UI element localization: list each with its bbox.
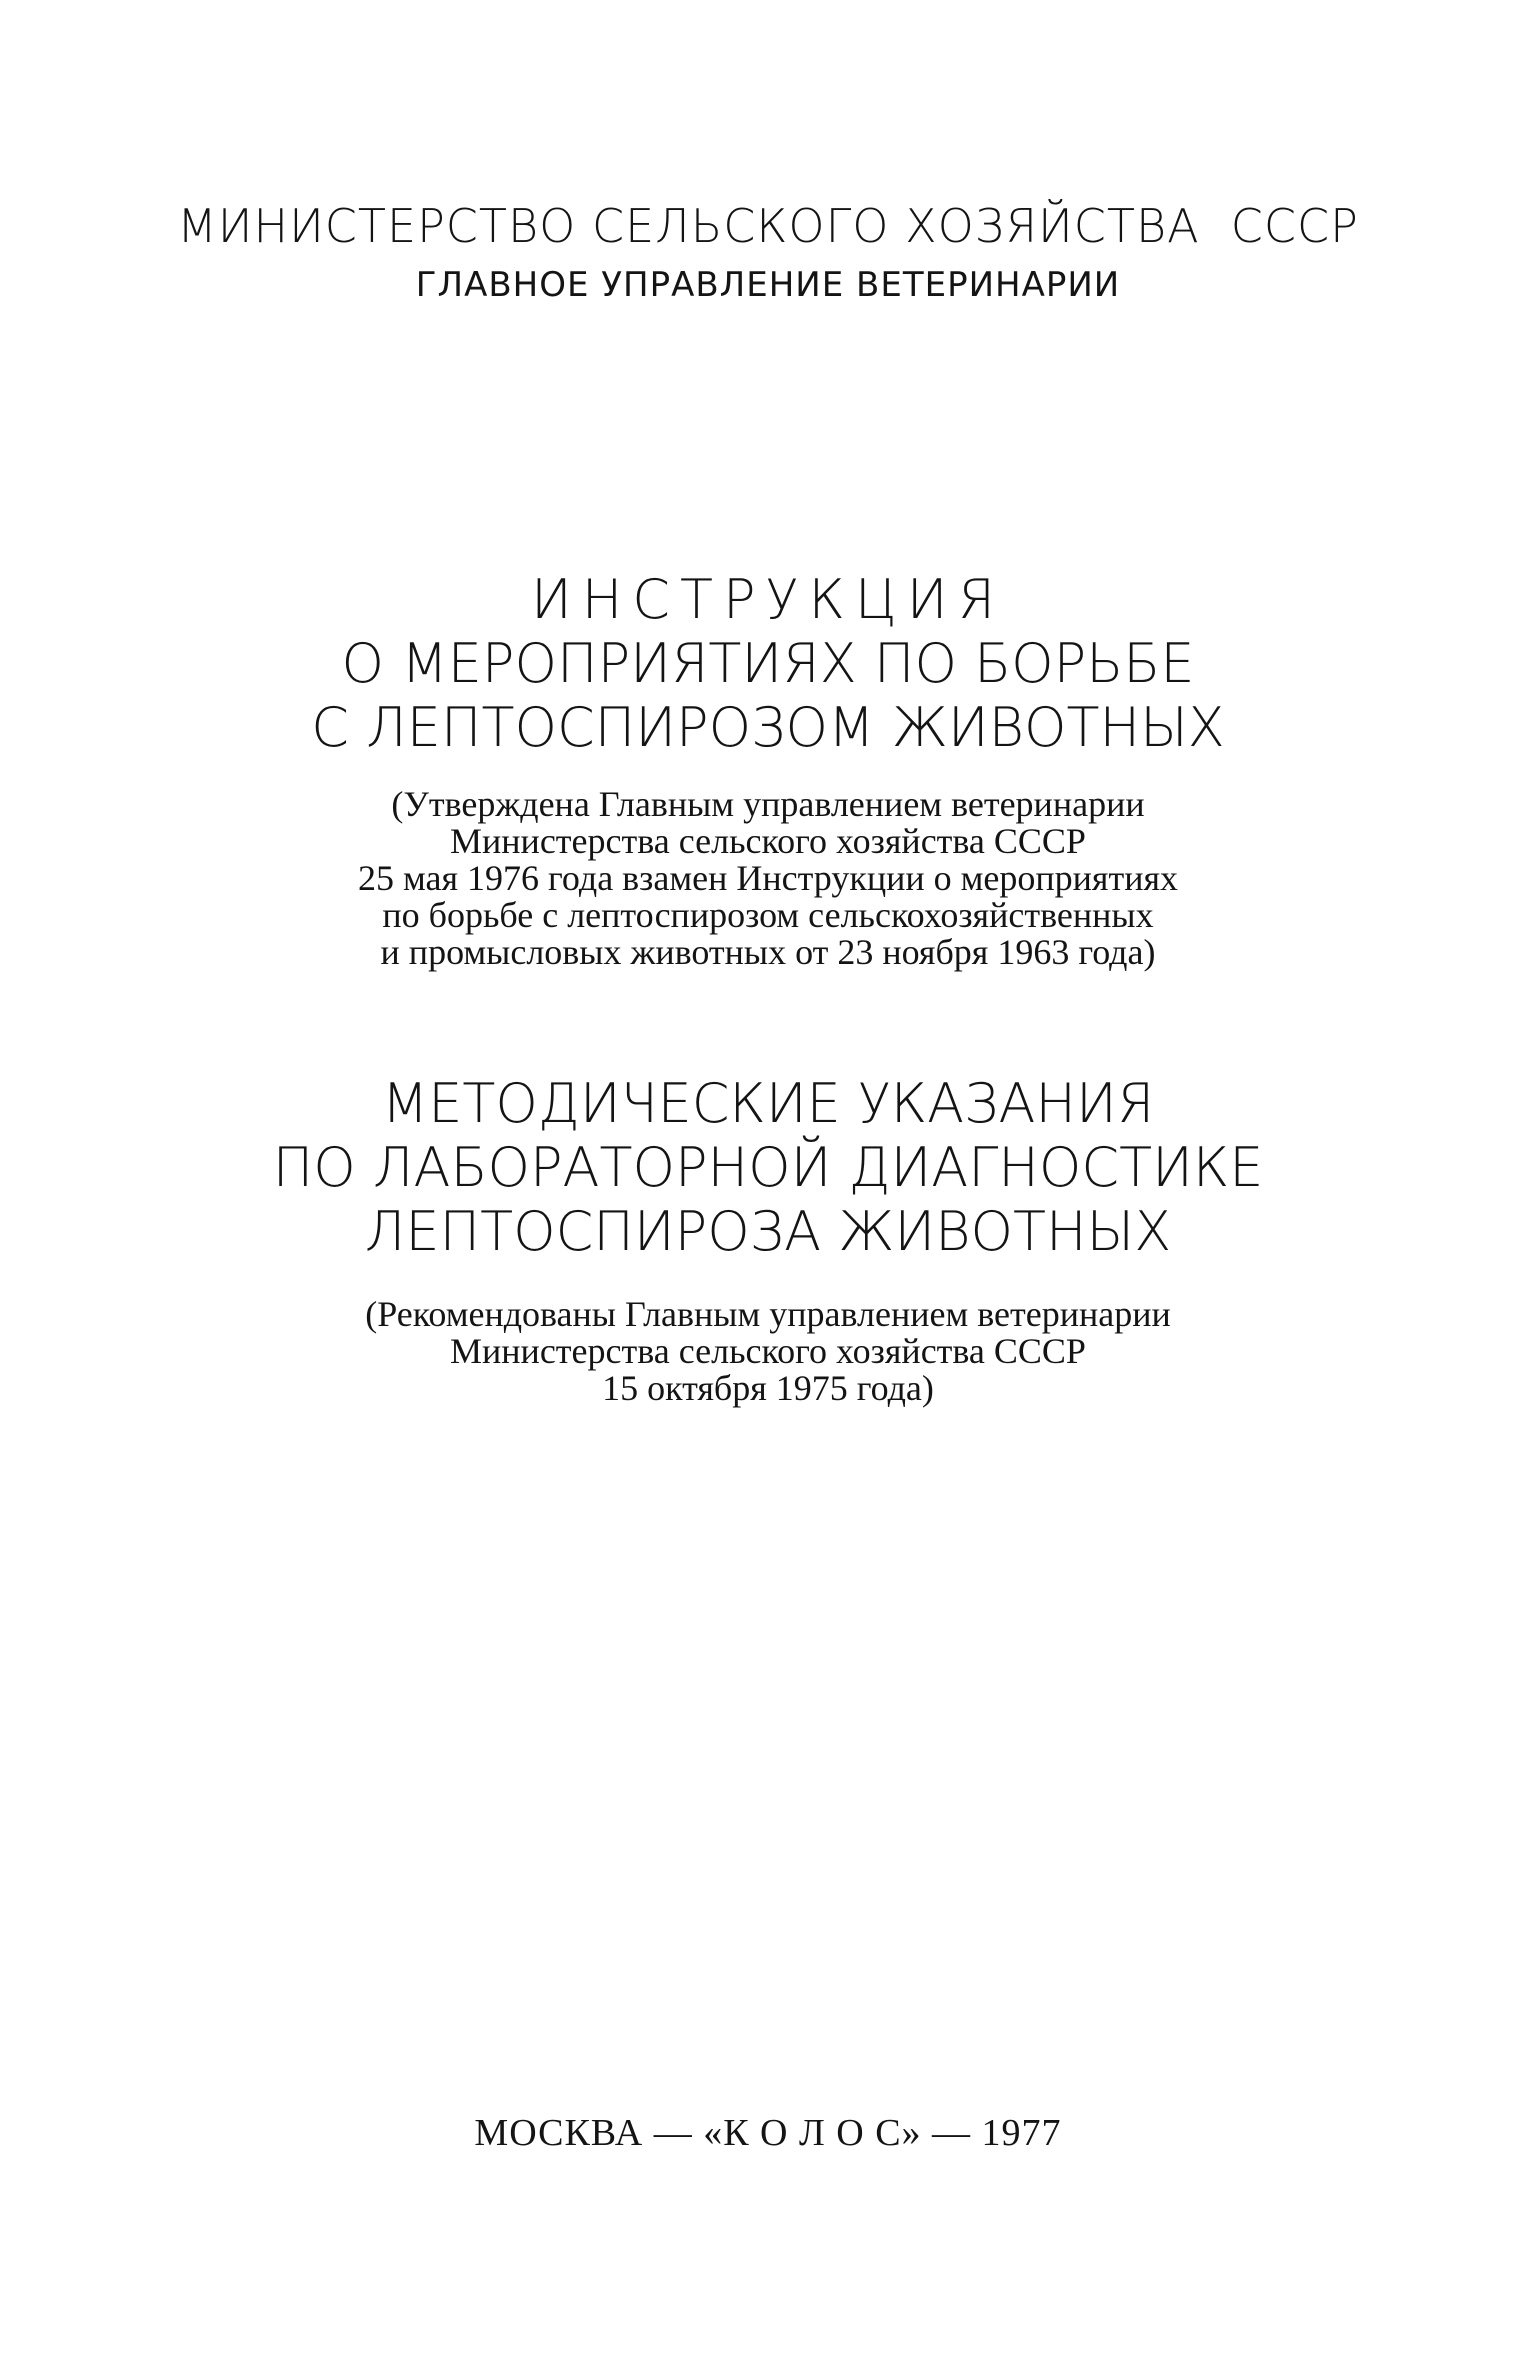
- instruction-approval-note: [0, 786, 1536, 971]
- guidelines-title: [0, 1072, 1536, 1264]
- instruction-note-line-4: по борьбе с лептоспирозом сельскохозяйственных: [382, 895, 1154, 935]
- guidelines-title-line-3: ЛЕПТОСПИРОЗА ЖИВОТНЫХ: [364, 1200, 1172, 1263]
- instruction-title-line-2: О МЕРОПРИЯТИЯХ ПО БОРЬБЕ: [341, 632, 1195, 695]
- guidelines-title-line-2: ПО ЛАБОРАТОРНОЙ ДИАГНОСТИКЕ: [272, 1136, 1264, 1199]
- instruction-note-line-5: и промысловых животных от 23 ноября 1963 года): [380, 932, 1156, 972]
- department-name: [0, 262, 1536, 308]
- instruction-title-line-3: С ЛЕПТОСПИРОЗОМ ЖИВОТНЫХ: [311, 696, 1225, 759]
- ministry-name: [0, 196, 1536, 256]
- guidelines-recommendation-note: [0, 1296, 1536, 1407]
- instruction-note-line-1: (Утверждена Главным управлением ветеринарии: [391, 784, 1145, 824]
- ministry-name-text: МИНИСТЕРСТВО СЕЛЬСКОГО ХОЗЯЙСТВА СССР: [177, 199, 1359, 253]
- guidelines-note-line-1: (Рекомендованы Главным управлением ветеринарии: [365, 1294, 1171, 1334]
- guidelines-note-line-2: Министерства сельского хозяйства СССР: [450, 1331, 1086, 1371]
- publisher-imprint-text: МОСКВА — «К О Л О С» — 1977: [474, 2112, 1062, 2154]
- publisher-imprint: [0, 2108, 1536, 2158]
- instruction-note-line-2: Министерства сельского хозяйства СССР: [450, 821, 1086, 861]
- department-name-text: ГЛАВНОЕ УПРАВЛЕНИЕ ВЕТЕРИНАРИИ: [415, 265, 1121, 305]
- instruction-title: [0, 568, 1536, 760]
- instruction-note-line-3: 25 мая 1976 года взамен Инструкции о мероприятиях: [357, 858, 1179, 898]
- guidelines-note-line-3: 15 октября 1975 года): [602, 1368, 934, 1408]
- guidelines-title-line-1: МЕТОДИЧЕСКИЕ УКАЗАНИЯ: [381, 1072, 1155, 1135]
- instruction-title-line-1: ИНСТРУКЦИЯ: [530, 568, 1006, 631]
